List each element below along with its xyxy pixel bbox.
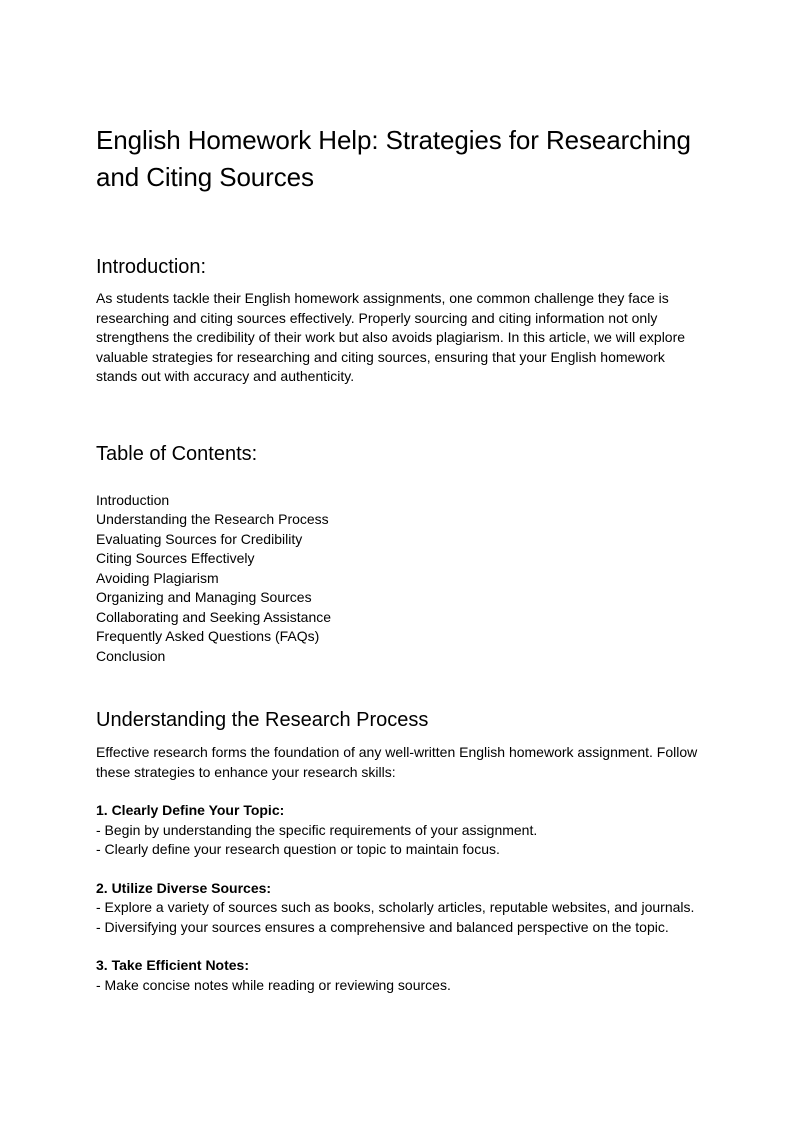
document-title: English Homework Help: Strategies for Researching and Citing Sources	[96, 125, 691, 192]
strategy-section	[96, 879, 706, 938]
introduction-heading: Introduction:	[96, 256, 207, 278]
research-process-heading: Understanding the Research Process	[96, 709, 429, 731]
toc-item: Evaluating Sources for Credibility	[96, 530, 303, 547]
strategy-section	[96, 801, 706, 860]
strategy-point: - Diversifying your sources ensures a comprehensive and balanced perspective on the topic.	[96, 918, 669, 935]
document-page	[96, 122, 706, 995]
toc-item: Organizing and Managing Sources	[96, 589, 312, 605]
strategy-point: - Clearly define your research question or topic to maintain focus.	[96, 841, 500, 857]
table-of-contents-heading: Table of Contents:	[96, 442, 258, 465]
strategy-title: 2. Utilize Diverse Sources:	[96, 879, 272, 896]
introduction-paragraph: As students tackle their English homework assignments, one common challenge they face is researching and citing sources effectively. Properly sourcing and citing information not only strengthens the credibility of their work but also avoids plagiarism. In this article, we will explore valuable strategies for researching and citing sources, ensuring that your English homework stands out with accuracy and authenticity.	[96, 290, 686, 384]
strategy-point: - Make concise notes while reading or reviewing sources.	[96, 976, 451, 993]
toc-item: Frequently Asked Questions (FAQs)	[96, 628, 320, 644]
toc-item: Conclusion	[96, 647, 166, 664]
toc-item: Collaborating and Seeking Assistance	[96, 608, 332, 625]
strategy-point: - Begin by understanding the specific requirements of your assignment.	[96, 821, 538, 838]
toc-item: Citing Sources Effectively	[96, 550, 255, 566]
strategy-section	[96, 956, 706, 995]
strategy-title: 3. Take Efficient Notes:	[96, 957, 250, 973]
table-of-contents-list	[96, 491, 706, 667]
toc-item: Avoiding Plagiarism	[96, 569, 219, 586]
strategy-title: 1. Clearly Define Your Topic:	[96, 802, 285, 818]
toc-item: Introduction	[96, 491, 170, 508]
research-process-intro: Effective research forms the foundation of any well-written English homework assignment. Follow these strategies to enhance your research skills:	[96, 744, 698, 780]
toc-item: Understanding the Research Process	[96, 511, 329, 527]
strategy-point: - Explore a variety of sources such as books, scholarly articles, reputable websites, and journals.	[96, 899, 695, 915]
